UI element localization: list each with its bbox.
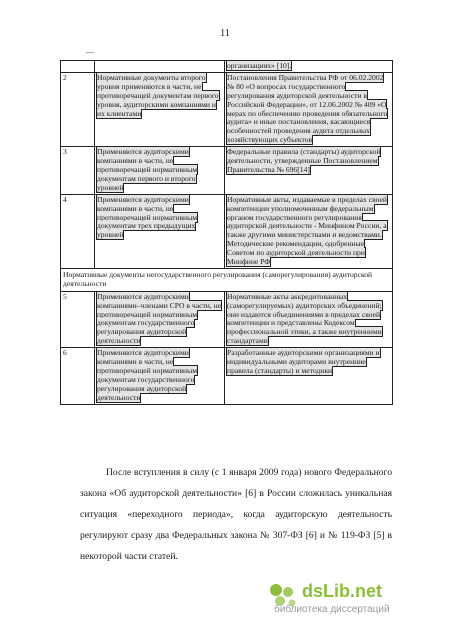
- body-paragraph: После вступления в силу (с 1 января 2009 года) нового Федерального закона «Об аудиторской деятельности» [6] в России сложилась уникальная ситуация «переходного периода», когда аудиторскую деятельность регулируют сразу два Федеральных закона № 307-ФЗ [6] и № 119-ФЗ [5] в некоторой части статей.: [80, 467, 392, 562]
- page-number: 11: [220, 28, 230, 39]
- table-cell-applies: [95, 72, 225, 146]
- row-number: 2: [61, 72, 95, 146]
- table-cell-docs: [225, 147, 393, 195]
- table-cell-docs: [225, 72, 393, 146]
- highlighted-text: организациях» [10].: [227, 61, 292, 70]
- table-cell-docs: [225, 291, 393, 347]
- section-header: Нормативные документы негосударственного регулирования (саморегулирования) аудиторской деятельности: [61, 268, 393, 291]
- row-number: 5: [61, 291, 95, 347]
- table-row: [61, 348, 393, 404]
- scan-mark: —: [86, 47, 94, 56]
- highlighted-text: Применяются аудиторскими компаниями в части, не противоречащей нормативным документам государственного регулирования аудиторской деятельности: [97, 348, 198, 402]
- highlighted-text: Нормативные акты, издаваемые в пределах своей компетенции уполномоченным федеральным органом государственного регулирования аудиторской деятельности - Минфином России, а также другими министерствами и ведомствами. Методические рекомендации, одобренные Советом по аудиторской деятельности при Минфине РФ: [227, 194, 387, 267]
- highlighted-text: Применяются аудиторскими компаниями в части, не противоречащей нормативным документам первого и второго уровней: [97, 147, 198, 192]
- table-row: [61, 194, 393, 268]
- table-row: [61, 291, 393, 347]
- highlighted-text: Федеральные правила (стандарты) аудиторской деятельности, утвержденные Постановлением Правительства № 696[14]: [227, 147, 381, 174]
- regulation-table: [60, 60, 393, 405]
- table-cell-applies: [95, 291, 225, 347]
- table-cell-empty: [95, 61, 225, 73]
- table-row: [61, 147, 393, 195]
- table-cell-applies: [95, 348, 225, 404]
- watermark-subtitle: библиотека диссертаций: [274, 604, 390, 615]
- table-cell-applies: [95, 194, 225, 268]
- watermark: [268, 580, 448, 620]
- row-number: 6: [61, 348, 95, 404]
- highlighted-text: Постановления Правительства РФ от 06.02.2002 № 80 «О вопросах государственного регулирования аудиторской деятельности в Российской Федерации», от 12.06.2002 № 409 «О мерах по обеспечению проведения обязательного аудита» и иные постановления, касающиеся особенностей проведения аудита отдельных хозяйствующих субъектов: [227, 72, 388, 145]
- highlighted-text: Применяются аудиторскими компаниями–членами СРО в части, не противоречащей нормативным документам государственного регулирования аудиторской деятельности: [97, 291, 222, 346]
- table-row: [61, 61, 393, 73]
- watermark-title: dsLib.net: [302, 581, 382, 601]
- highlighted-text: Применяются аудиторскими компаниями в части, не противоречащей нормативным документам трех предыдущих уровней: [97, 194, 198, 240]
- table-cell-empty: [61, 61, 95, 73]
- row-number: 3: [61, 147, 95, 195]
- highlighted-text: Нормативные документы второго уровня применяются в части, не противоречащей документам первого уровня, аудиторскими компаниями и их клиентами: [97, 72, 219, 118]
- row-number: 4: [61, 194, 95, 268]
- table-cell-docs: [225, 348, 393, 404]
- table-cell-applies: [95, 147, 225, 195]
- table-cell-docs: [225, 61, 393, 73]
- table-row: [61, 72, 393, 146]
- section-header-row: [61, 268, 393, 291]
- table-cell-docs: [225, 194, 393, 268]
- highlighted-text: Нормативные акты аккредитованных (саморегулируемых) аудиторских объединений; они издаются объединениями в пределах своей компетенции и представлены Кодексом профессиональной этики, а также внутренними стандартами: [227, 291, 382, 346]
- highlighted-text: Разработанные аудиторскими организациями и индивидуальными аудиторами внутренние правила (стандарты) и методики: [227, 348, 380, 375]
